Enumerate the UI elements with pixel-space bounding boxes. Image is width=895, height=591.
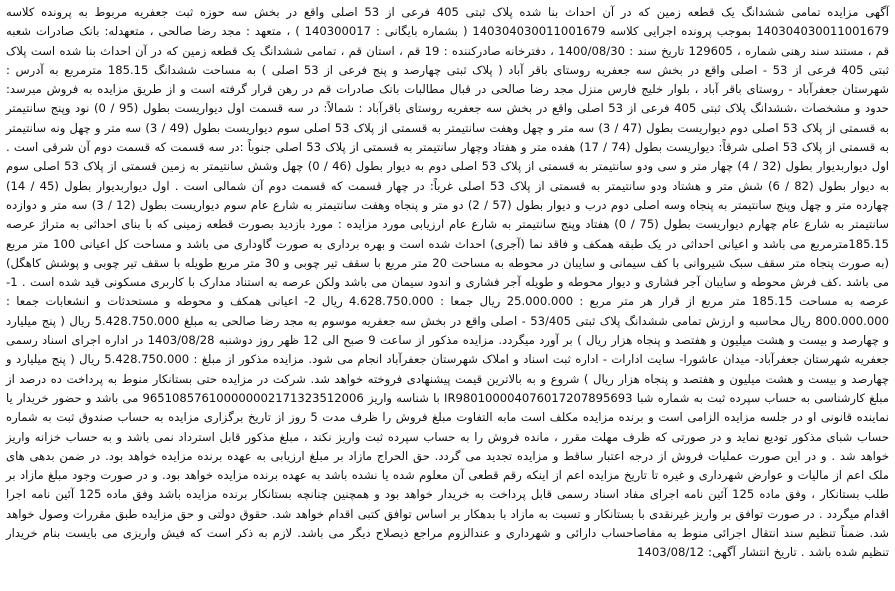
auction-notice-text: آگهی مزایده تمامی ششدانگ یک قطعه زمین که در آن احداث بنا شده پلاک ثبتی 405 فرعی از 53 اصلی واقع در بخش سه حوزه ثبت جعفریه مربوط به پرونده کلاسه 140304030011001679 بموجب پرونده اجرایی کلاسه 140304030011001679 ( بشماره بایگانی : 140300017 ) ، متعهد : مجد رضا صالحی ، متعهدله: بانک صادرات شعبه قم ، مستند سند رهنی شماره ، 129605 تاریخ سند : 1400/08/30 ، دفترخانه صادرکننده : 19 قم ، استان قم ، تمامی ششدانگ یک قطعه زمین که در آن احداث بنا شده است پلاک ثبتی 405 فرعی از 53 - اصلی واقع در بخش سه جعفریه روستای باقر آباد ( پلاک ثبتی چهارصد و پنج فرعی از 53 اصلی ) به مساحت ششدانگ 185.15 مترمربع به آدرس : شهرستان جعفرآباد - روستای باقر آباد ، بلوار خلیج فارس منزل مجد رضا صالحی در قبال مطالبات بانک صادرات قم در رهن قرار گرفته است و از طریق مزایده به فروش میرسد: حدود و مشخصات ،ششدانگ پلاک ثبتی 405 فرعی از 53 اصلی واقع در بخش سه جعفریه روستای باقرآباد : شمالاً: در سه قسمت اول دیواریست بطول (95 / 0) نود وپنج سانتیمتر به قسمتی از پلاک 53 اصلی دوم دیواریست بطول (47 / 3) سه متر و چهل وهفت سانتیمتر به قسمتی از پلاک 53 اصلی سوم دیواریست بطول (49 / 3) سه متر و چهل ونه سانتیمتر به قسمتی از پلاک 53 اصلی شرقاً: دیواریست بطول (74 / 17) هفده متر و هفتاد وچهار سانتیمتر به قسمتی از پلاک 53 اصلی جنوباً :در سه قسمت که قسمت دوم آن شرقی است . اول دیواربدیوار بطول (32 / 4) چهار متر و سی ودو سانتیمتر به قسمتی از پلاک 53 اصلی دوم به دیوار بطول (46 / 0) چهل وشش سانتیمتر به زمین قسمتی از پلاک 53 اصلی سوم به دیوار بطول (82 / 6) شش متر و هشتاد ودو سانتیمتر به قسمتی از پلاک 53 اصلی غرباً: در چهار قسمت که قسمت دوم آن شمالی است . اول دیواربدیوار بطول (45 / 14) چهارده متر و چهل وپنج سانتیمتر به پنجاه وسه اصلی دوم درب و دیوار بطول (57 / 2) دو متر و پنجاه وهفت سانتیمتر به شارع عام سوم دیواریست بطول (12 / 3) سه متر و دوازده سانتیمتر به شارع عام چهارم دیواریست بطول (75 / 0) هفتاد وپنج سانتیمتر به شارع عام ارزیابی مورد مزایده : مورد بازدید بصورت قطعه زمینی که با بنای احداثی به متراژ عرصه 185.15مترمربع می باشد و اعیانی احداثی در یک طبقه همکف و فاقد نما (آجری) احداث شده است و بهره برداری به صورت گاوداری می باشد و مساحت کل اعیانی 100 متر مربع (به صورت پنجاه متر سقف سبک شیروانی با کف سیمانی و سایبان در محوطه به مساحت 20 متر مربع با سقف تیر چوبی و 30 متر مربع طویله با سقف تیر چوبی و پوشش کاهگل) می باشد .کف فرش محوطه و سایبان آجر فشاری و دیوار محوطه و طویله آجر فشاری و اندود سیمان می باشد ولکن عرصه به استناد مدارک با کاربری مسکونی قید شده است . 1- عرصه به مساحت 185.15 متر مربع از قرار هر متر مربع : 25.000.000 ریال جمعا : 4.628.750.000 ریال 2- اعیانی همکف و محوطه و مستحدثات و انشعابات جمعا : 800.000.000 ریال محاسبه و ارزش تمامی ششدانگ پلاک ثبتی 53/405 - اصلی واقع در بخش سه جعفریه موسوم به مجد رضا صالحی به مبلغ 5.428.750.000 ریال ( پنج میلیارد و چهارصد و بیست و هشت میلیون و هفتصد و پنجاه هزار ریال ) بر آورد میگردد. مزایده مذکور از ساعت 9 صبح الی 12 ظهر روز دوشنبه 1403/08/28 در اداره اجرای اسناد رسمی جعفریه شهرستان جعفرآباد- میدان عاشورا- سایت ادارات - اداره ثبت اسناد و املاک شهرستان جعفرآباد انجام می شود. مزایده مذکور از مبلغ : 5.428.750.000 ریال ( پنج میلیارد و چهارصد و بیست و هشت میلیون و هفتصد و پنجاه هزار ریال ) شروع و به بالاترین قیمت پیشنهادی فروخته خواهد شد. شرکت در مزایده حتی بستانکار منوط به پرداخت ده درصد از مبلغ کارشناسی به حساب سپرده ثبت به شماره شبا IR980100004076017207895693 با شناسه واریز 965108576100000002171323512006 می باشد و حضور خریدار یا نماینده قانونی او در جلسه مزایده الزامی است و برنده مزایده مکلف است مابه التفاوت مبلغ فروش را ظرف مدت 5 روز از تاریخ برگزاری مزایده به حساب صندوق ثبت به شماره حساب شبای مذکور تودیع نماید و در صورتی که ظرف مهلت مقرر ، مانده فروش را به حساب سپرده ثبت واریز نکند ، مبلغ مذکور قابل استرداد نمی باشد و به حساب خزانه واریز خواهد شد . و در این صورت عملیات فروش از درجه اعتبار ساقط و مزایده تجدید می گردد. حق الحراج مازاد بر مبلغ ارزیابی به عهده برنده مزایده خواهد بود. در ضمن بدهی های ملک اعم از مالیات و عوارض شهرداری و غیره تا تاریخ مزایده اعم از اینکه رقم قطعی آن معلوم شده یا نشده باشد به عهده برنده مزایده خواهد بود. و در صورت وجود مبلغ مازاد بر طلب بستانکار ، وفق ماده 125 آئین نامه اجرای مفاد اسناد رسمی قابل پرداخت به خریدار خواهد بود و همچنین چنانچه بستانکار برنده مزایده باشد وفق ماده 125 آئین نامه اجرا اقدام میگردد . در صورت توافق بر واریز غیرنقدی با بستانکار و تسبت به مازاد با بدهکار بر اساس توافق کتبی اقدام خواهد شد. حقوق دولتی و حق مزایده طبق مقررات وصول خواهد شد. ضمناً تنظیم سند انتقال اجرائی منوط به مفاصاحساب دارائی و شهرداری و عندالزوم مراجع ذیصلاح دیگر می باشد. لازم به ذکر است که فیش واریزی می بایست بنام خریدار تنظیم شده باشد . تاریخ انتشار آگهی: 1403/08/12 (6, 5, 890, 560)
